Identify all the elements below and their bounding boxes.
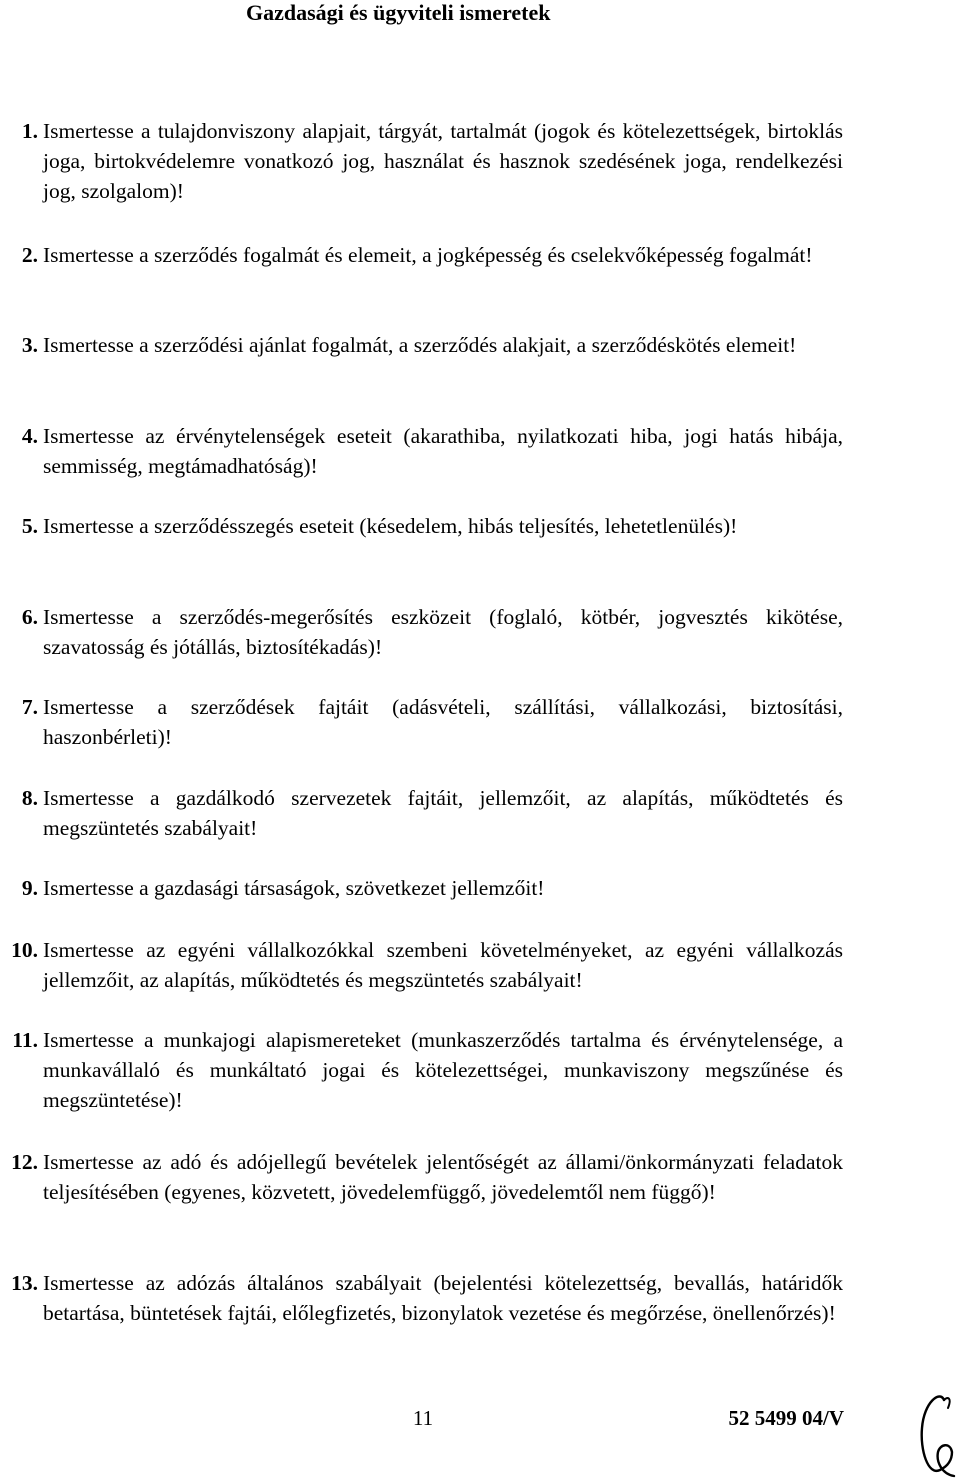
question-item-10 [0,935,843,995]
question-item-2 [0,240,843,270]
question-text: Ismertesse az egyéni vállalkozókkal szembeni követelményeket, az egyéni vállalkozás jellemzőit, az alapítás, működtetés és megszüntetés szabályait! [43,938,843,992]
question-item-8 [0,783,843,843]
question-text: Ismertesse a gazdasági társaságok, szövetkezet jellemzőit! [43,876,545,900]
question-number: 1. [21,119,38,143]
question-item-3 [0,330,843,360]
question-number: 5. [21,514,38,538]
question-item-11 [0,1025,843,1115]
handwritten-signature [918,1392,960,1478]
question-text: Ismertesse a gazdálkodó szervezetek fajtáit, jellemzőit, az alapítás, működtetés és megszüntetés szabályait! [43,786,843,840]
question-item-12 [0,1147,843,1207]
question-number: 4. [21,424,38,448]
question-item-4 [0,421,843,481]
question-number: 3. [21,333,38,357]
question-number: 13. [11,1271,38,1295]
question-item-5 [0,511,843,541]
question-text: Ismertesse az adó és adójellegű bevételek jelentőségét az állami/önkormányzati feladatok teljesítésében (egyenes, közvetett, jövedelemfüggő, jövedelemtől nem függő)! [43,1150,843,1204]
page-title: Gazdasági és ügyviteli ismeretek [246,0,551,25]
question-text: Ismertesse a szerződésszegés eseteit (késedelem, hibás teljesítés, lehetetlenülés)! [43,514,738,538]
question-text: Ismertesse az érvénytelenségek eseteit (akarathiba, nyilatkozati hiba, jogi hatás hibája, semmisség, megtámadhatóság)! [43,424,843,478]
question-number: 7. [21,695,38,719]
question-text: Ismertesse a szerződések fajtáit (adásvételi, szállítási, vállalkozási, biztosítási, haszonbérleti)! [43,695,843,749]
question-text: Ismertesse a szerződés fogalmát és elemeit, a jogképesség és cselekvőképesség fogalmát! [43,243,813,267]
question-number: 12. [11,1150,38,1174]
question-text: Ismertesse a munkajogi alapismereteket (munkaszerződés tartalma és érvénytelensége, a munkavállaló és munkáltató jogai és kötelezettségei, munkaviszony megszűnése és megszüntetése)! [43,1028,843,1112]
question-item-13 [0,1268,843,1328]
question-number: 11. [12,1028,38,1052]
question-text: Ismertesse a szerződési ajánlat fogalmát, a szerződés alakjait, a szerződéskötés elemeit! [43,333,797,357]
document-code: 52 5499 04/V [728,1406,844,1430]
question-number: 8. [21,786,38,810]
question-item-6 [0,602,843,662]
question-text: Ismertesse a szerződés-megerősítés eszközeit (foglaló, kötbér, jogvesztés kikötése, szavatosság és jótállás, biztosítékadás)! [43,605,843,659]
question-item-1 [0,116,843,206]
question-item-7 [0,692,843,752]
question-text: Ismertesse az adózás általános szabályait (bejelentési kötelezettség, bevallás, határidők betartása, büntetések fajtái, előlegfizetés, bizonylatok vezetése és megőrzése, önellenőrzés)! [43,1271,843,1325]
question-number: 6. [21,605,38,629]
question-number: 9. [21,876,38,900]
question-text: Ismertesse a tulajdonviszony alapjait, tárgyát, tartalmát (jogok és kötelezettségek, birtoklás joga, birtokvédelemre vonatkozó jog, használat és hasznok szedésének joga, rendelkezési jog, szolgalom)! [43,119,843,203]
page-number: 11 [412,1406,434,1430]
question-number: 2. [21,243,38,267]
question-number: 10. [11,938,38,962]
question-item-9 [0,873,843,903]
